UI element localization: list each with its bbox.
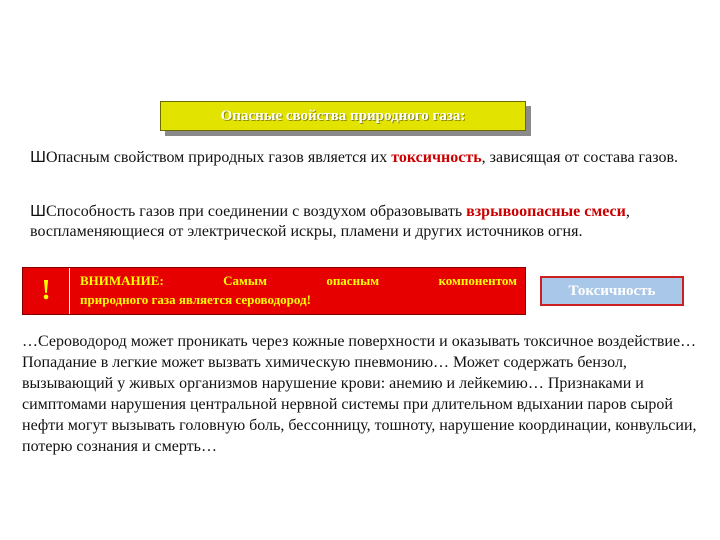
bullet-explosive [30,201,720,242]
bullet-toxicity-highlight: токсичность [391,149,482,166]
warning-box [22,267,526,315]
slide-title [160,101,526,131]
bullet-toxicity-text-after: , зависящая от состава газов. [481,149,678,166]
bullet-explosive-text-after: , воспламеняющиеся от электрической искры, пламени и других источников огня. [30,203,630,240]
bullet-toxicity-text-before: Опасным свойством природных газов является их [46,149,392,166]
warning-line-2: природного газа является сероводород! [80,292,311,307]
slide-title-text: Опасные свойства природного газа: [220,107,466,124]
warning-text [70,268,525,314]
warning-word: Самым [223,273,267,288]
warning-word: компонентом [438,273,517,288]
warning-word: ВНИМАНИЕ: [80,273,164,288]
warning-icon-cell [23,268,70,314]
bullet-toxicity [30,147,720,168]
bullet-marker: Ш [30,148,47,166]
warning-word: опасным [326,273,380,288]
bullet-explosive-text-before: Способность газов при соединении с воздухом образовывать [46,203,467,220]
body-paragraph: …Сероводород может проникать через кожные поверхности и оказывать токсичное воздействие… Попадание в легкие может вызвать химическую пневмонию… Может содержать бензол, вызывающий у живых организмов нарушение крови: анемию и лейкемию… Признаками и симптомами нарушения центральной нервной системы при длительном вдыхании паров сырой нефти могут вызывать головную боль, бессонницу, тошноту, нарушение координации, конвульсии, потерю сознания и смерть… [22,333,697,455]
toxicity-button[interactable] [540,276,684,306]
bullet-marker: Ш [30,202,47,220]
warning-line-1 [80,271,517,290]
bullet-explosive-highlight: взрывоопасные смеси [466,203,626,220]
toxicity-button-label: Токсичность [568,282,656,299]
exclamation-icon: ! [41,275,51,306]
